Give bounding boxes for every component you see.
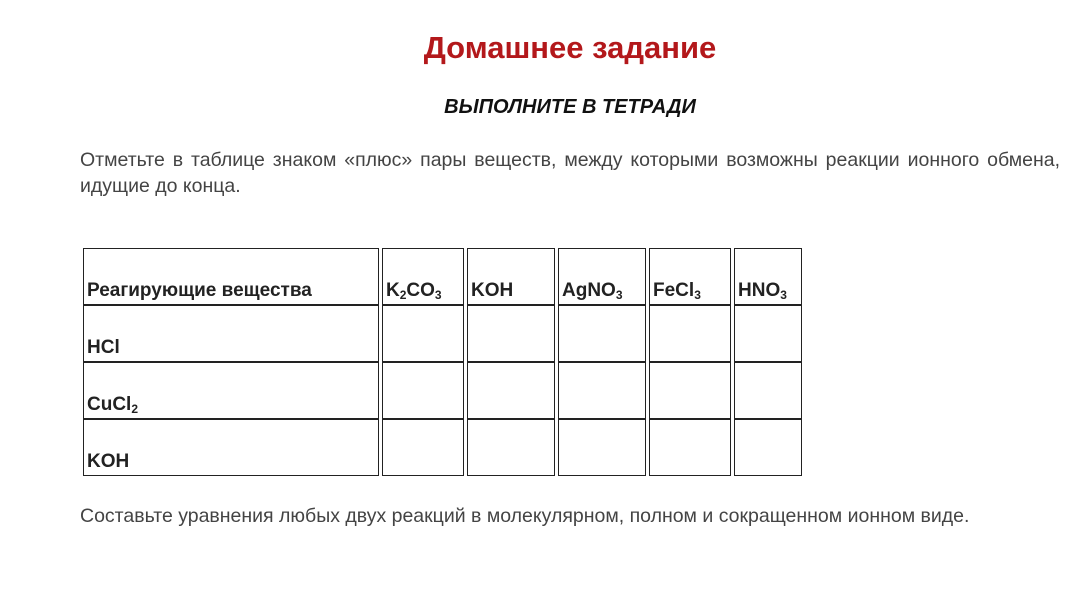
header-cell-agno3: AgNO$_3$	[558, 248, 646, 305]
answer-cell[interactable]	[649, 305, 731, 362]
header-cell-k2co3: $K_2CO_3$	[382, 248, 464, 305]
answer-cell[interactable]	[558, 419, 646, 476]
answer-cell[interactable]	[558, 362, 646, 419]
answer-cell[interactable]	[382, 362, 464, 419]
page-subtitle: ВЫПОЛНИТЕ В ТЕТРАДИ	[444, 96, 696, 118]
answer-cell[interactable]	[649, 362, 731, 419]
answer-cell[interactable]	[467, 305, 555, 362]
answer-cell[interactable]	[649, 419, 731, 476]
table-row	[83, 419, 802, 476]
reaction-table	[80, 248, 805, 476]
answer-cell[interactable]	[382, 305, 464, 362]
instruction-text: Отметьте в таблице знаком «плюс» пары веществ, между которыми возможны реакции ионного обмена, идущие до конца.	[80, 149, 1060, 197]
table-row	[83, 362, 802, 419]
table-row	[83, 305, 802, 362]
page-title: Домашнее задание	[423, 30, 717, 65]
row-label-hcl: HCl	[83, 305, 379, 362]
row-label-koh: KOH	[83, 419, 379, 476]
answer-cell[interactable]	[734, 419, 802, 476]
row-label-cucl2: CuCl$_2$	[83, 362, 379, 419]
header-cell-fecl3: FeCl$_3$	[649, 248, 731, 305]
answer-cell[interactable]	[382, 419, 464, 476]
answer-cell[interactable]	[467, 362, 555, 419]
header-cell-hno3: $HNO_3$	[734, 248, 802, 305]
header-label-cell: Реагирующие вещества	[83, 248, 379, 305]
header-cell-koh: KOH	[467, 248, 555, 305]
answer-cell[interactable]	[734, 305, 802, 362]
table-header-row	[83, 248, 802, 305]
answer-cell[interactable]	[558, 305, 646, 362]
answer-cell[interactable]	[734, 362, 802, 419]
answer-cell[interactable]	[467, 419, 555, 476]
task-text: Составьте уравнения любых двух реакций в молекулярном, полном и сокращенном ионном виде.	[80, 505, 970, 527]
